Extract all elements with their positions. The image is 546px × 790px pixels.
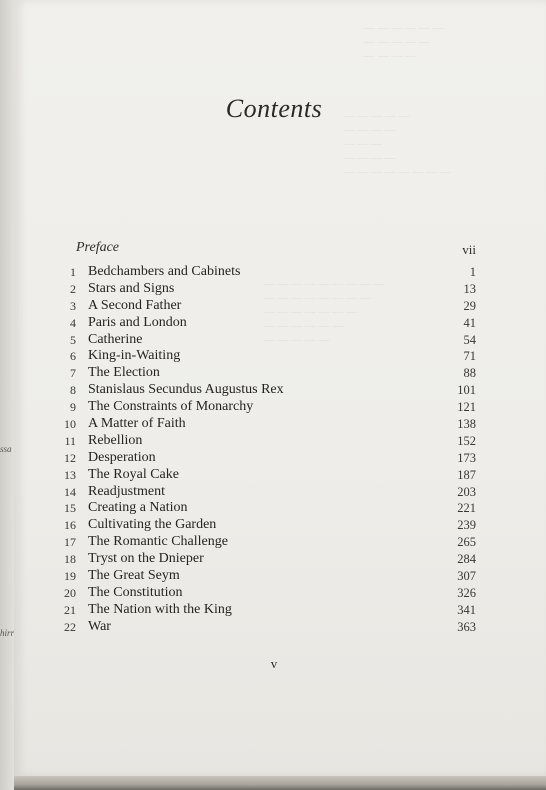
chapter-title: The Royal Cake [88,466,179,482]
chapter-page-number: 187 [457,467,476,482]
chapter-title: Stanislaus Secundus Augustus Rex [88,382,284,398]
chapter-page-number: 341 [457,602,476,617]
chapter-title: The Constitution [88,584,183,600]
contents-page [14,0,546,776]
chapter-number: 5 [70,332,76,347]
chapter-number: 2 [70,281,76,296]
chapter-number: 11 [64,433,76,448]
chapter-title: Desperation [88,449,156,465]
chapter-page-number: 363 [457,619,476,634]
chapter-page-number: 326 [457,585,476,600]
chapter-title: Paris and London [88,314,187,330]
chapter-title: The Romantic Challenge [88,534,228,550]
chapter-list [40,264,476,636]
chapter-entry[interactable] [40,568,476,585]
chapter-entry[interactable] [40,467,476,484]
chapter-number: 7 [70,366,76,381]
preface-entry[interactable] [76,240,476,258]
chapter-entry[interactable] [40,416,476,433]
chapter-title: Readjustment [88,483,165,499]
chapter-title: A Matter of Faith [88,416,186,432]
chapter-number: 16 [64,518,76,533]
chapter-title: A Second Father [88,297,182,313]
left-page-fragment: ssa [0,444,12,454]
chapter-entry[interactable] [40,281,476,298]
chapter-title: Creating a Nation [88,500,188,516]
chapter-title: Cultivating the Garden [88,517,217,533]
chapter-number: 13 [64,467,76,482]
chapter-title: Tryst on the Dnieper [88,551,204,567]
page-title: Contents [225,94,323,123]
chapter-title: King-in-Waiting [88,348,181,364]
chapter-number: 20 [64,585,76,600]
chapter-entry[interactable] [40,450,476,467]
chapter-entry[interactable] [40,298,476,315]
chapter-page-number: 203 [457,484,476,499]
chapter-number: 10 [64,417,76,432]
chapter-entry[interactable] [40,348,476,365]
page-folio: v [270,656,278,671]
chapter-page-number: 221 [457,501,476,516]
chapter-entry[interactable] [40,264,476,281]
chapter-number: 19 [64,569,76,584]
chapter-entry[interactable] [40,500,476,517]
chapter-page-number: 71 [463,349,476,364]
chapter-entry[interactable] [40,433,476,450]
chapter-entry[interactable] [40,534,476,551]
chapter-entry[interactable] [40,517,476,534]
chapter-number: 9 [70,400,76,415]
preface-page-number: vii [462,242,476,257]
chapter-entry[interactable] [40,365,476,382]
chapter-number: 17 [64,535,76,550]
chapter-title: The Great Seym [88,568,180,584]
chapter-entry[interactable] [40,551,476,568]
chapter-page-number: 13 [463,281,476,296]
preface-label: Preface [76,240,120,255]
chapter-page-number: 41 [463,315,476,330]
chapter-page-number: 138 [457,417,476,432]
chapter-number: 3 [70,298,76,313]
chapter-page-number: 54 [463,332,476,347]
page-bottom-edge [14,776,546,790]
chapter-title: Bedchambers and Cabinets [88,264,241,279]
chapter-page-number: 29 [463,298,476,313]
show-through-decoration: — — — — — — — — — — — — — — — — — — — — — — — — [344,108,451,178]
chapter-entry[interactable] [40,399,476,416]
chapter-page-number: 121 [457,400,476,415]
chapter-page-number: 307 [457,569,476,584]
chapter-number: 4 [70,315,76,330]
chapter-title: The Election [88,365,160,381]
chapter-number: 15 [64,501,76,516]
chapter-title: Rebellion [88,432,143,448]
chapter-number: 21 [64,602,76,617]
chapter-number: 6 [70,349,76,364]
chapter-page-number: 101 [457,383,476,398]
show-through-decoration: — — — — — — — — — — — — — — — [364,20,444,62]
chapter-title: Catherine [88,331,143,347]
chapter-page-number: 88 [463,366,476,381]
chapter-number: 12 [64,450,76,465]
left-page-fragment: hirr [0,628,15,638]
chapter-entry[interactable] [40,602,476,619]
chapter-page-number: 265 [457,535,476,550]
chapter-number: 1 [70,265,76,279]
chapter-entry[interactable] [40,315,476,332]
chapter-number: 22 [64,619,76,634]
chapter-title: War [88,618,111,634]
chapter-title: The Nation with the King [88,601,232,617]
chapter-entry[interactable] [40,484,476,501]
show-through-decoration: — — — — — — — — — — — — — — — — — — — — — — — — — — — — — — — — — — — [264,276,385,346]
chapter-entry[interactable] [40,382,476,399]
chapter-page-number: 239 [457,518,476,533]
chapter-number: 8 [70,383,76,398]
chapter-page-number: 173 [457,450,476,465]
chapter-page-number: 1 [469,265,476,279]
chapter-entry[interactable] [40,619,476,636]
chapter-entry[interactable] [40,332,476,349]
chapter-title: The Constraints of Monarchy [88,399,254,415]
chapter-number: 14 [64,484,76,499]
chapter-number: 18 [64,552,76,567]
chapter-page-number: 152 [457,433,476,448]
chapter-page-number: 284 [457,552,476,567]
chapter-entry[interactable] [40,585,476,602]
chapter-title: Stars and Signs [88,280,175,296]
